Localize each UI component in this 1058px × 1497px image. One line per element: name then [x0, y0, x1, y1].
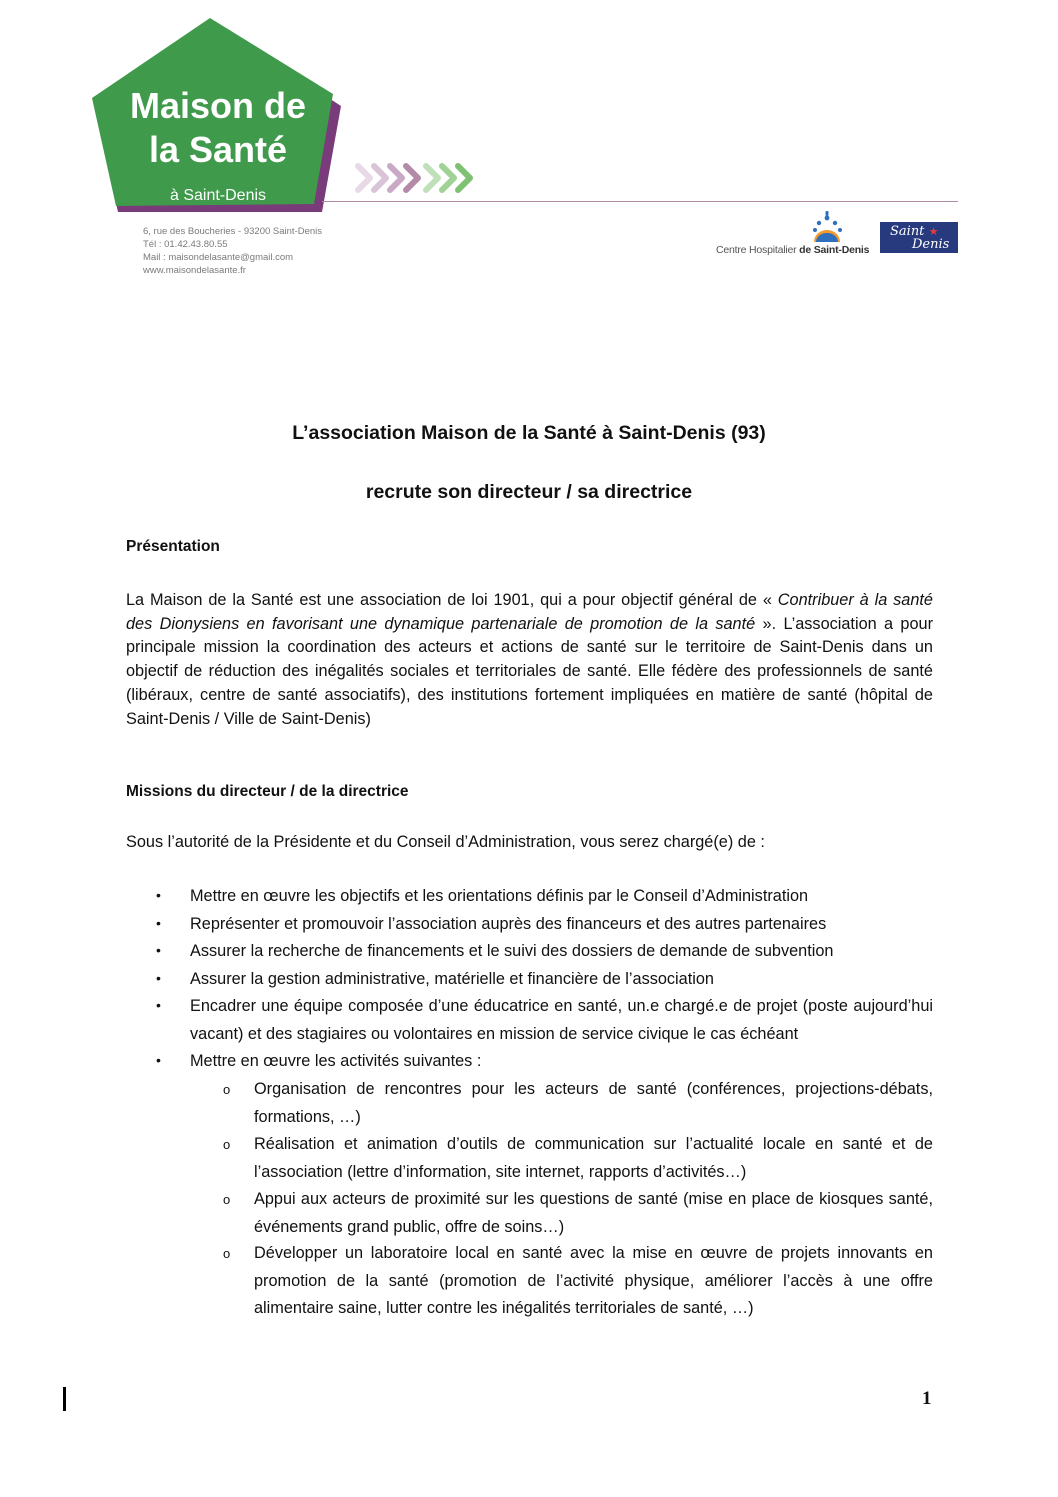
activity-item: Organisation de rencontres pour les acteurs de santé (conférences, projections-débats, formations, …) [254, 1080, 933, 1126]
sub-bullet-icon: o [223, 1082, 231, 1097]
bullet-icon: • [156, 887, 161, 903]
bullet-icon: • [156, 997, 161, 1013]
bullet-icon: • [156, 970, 161, 986]
page-subtitle: recrute son directeur / sa directrice [365, 481, 693, 503]
sub-bullet-icon: o [223, 1246, 231, 1261]
mission-item: Mettre en œuvre les activités suivantes : [190, 1052, 482, 1070]
logo-line3: à Saint-Denis [169, 187, 267, 204]
page-number: 1 [922, 1388, 932, 1409]
logo-line1: Maison de [129, 85, 307, 126]
address-email: Mail : maisondelasante@gmail.com [143, 252, 294, 263]
mission-item: Mettre en œuvre les objectifs et les orientations définis par le Conseil d’Administration [190, 887, 809, 905]
activity-item: Appui aux acteurs de proximité sur les questions de santé (mise en place de kiosques santé, événements grand public, offre de soins…) [254, 1190, 933, 1236]
activity-item: Développer un laboratoire local en santé avec la mise en œuvre de projets innovants en promotion de la santé (promotion de l’activité physique, améliorer l’accès à une offre alimentaire saine, lutter contre les inégalités territoriales de santé, …) [254, 1244, 933, 1317]
activity-item: Réalisation et animation d’outils de communication sur l’actualité locale en santé et de l’association (lettre d’information, site internet, rapports d’activités…) [254, 1135, 933, 1181]
mission-item: Assurer la gestion administrative, matérielle et financière de l’association [190, 970, 714, 988]
missions-heading: Missions du directeur / de la directrice [126, 783, 409, 800]
mission-item: Assurer la recherche de financements et le suivi des dossiers de demande de subvention [190, 942, 834, 960]
presentation-paragraph: La Maison de la Santé est une association de loi 1901, qui a pour objectif général de « Contribuer à la santé des Dionysiens en favorisant une dynamique partenariale de promotion de la santé ». L’association a pour principale mission la coordination des acteurs et actions de santé sur le territoire de Saint-Denis dans un objectif de réduction des inégalités sociales et territoriales de santé. Elle fédère des professionnels de santé (libéraux, centre de santé associatifs), des institutions fortement impliquées en matière de santé (hôpital de Saint-Denis / Ville de Saint-Denis) [126, 591, 933, 728]
margin-change-bar [63, 1387, 66, 1411]
saint-denis-logo: Saint ★ Denis [880, 222, 958, 253]
page-title: L’association Maison de la Santé à Saint-Denis (93) [292, 422, 766, 444]
bullet-icon: • [156, 1052, 161, 1068]
presentation-heading: Présentation [126, 538, 220, 555]
hospital-name: Centre Hospitalier de Saint-Denis [716, 244, 870, 256]
address-street: 6, rue des Boucheries - 93200 Saint-Denis [143, 226, 323, 237]
missions-intro: Sous l’autorité de la Présidente et du Conseil d’Administration, vous serez chargé(e) de : [126, 833, 765, 851]
address-website: www.maisondelasante.fr [143, 265, 246, 276]
sub-bullet-icon: o [223, 1137, 231, 1152]
sub-bullet-icon: o [223, 1192, 231, 1207]
header-divider [322, 201, 958, 202]
bullet-icon: • [156, 942, 161, 958]
decorative-arrows-icon [352, 160, 492, 196]
bullet-icon: • [156, 915, 161, 931]
mission-item: Encadrer une équipe composée d’une éducatrice en santé, un.e chargé.e de projet (poste aujourd’hui vacant) et des stagiaires ou volontaires en mission de service civique le cas échéant [190, 997, 933, 1043]
star-icon: ★ [928, 225, 939, 238]
mission-item: Représenter et promouvoir l’association auprès des financeurs et des autres partenaires [190, 915, 827, 933]
maison-de-la-sante-logo [88, 14, 348, 219]
logo-line2: la Santé [148, 129, 288, 170]
address-phone: Tél : 01.42.43.80.55 [143, 239, 228, 250]
